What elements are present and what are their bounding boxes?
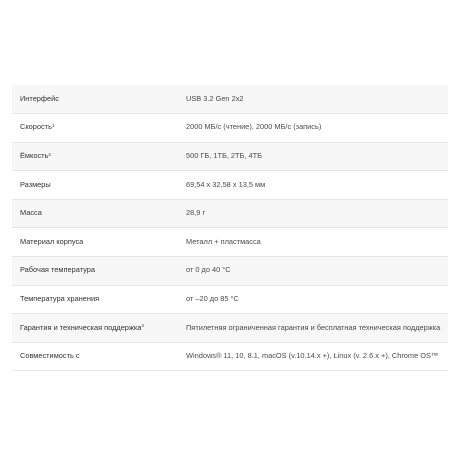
spec-label: Ёмкость$^2$ (20, 151, 51, 161)
spec-value: 69,54 x 32,58 x 13,5 мм (186, 179, 266, 189)
spec-value: Windows® 11, 10, 8.1, macOS (v.10.14.x +), Linux (v. 2.6.x +), Chrome OS™ (186, 351, 439, 361)
spec-value: от –20 до 85 °C (186, 294, 239, 304)
spec-row-compatibility (12, 342, 448, 371)
spec-label: Рабочая температура (20, 265, 95, 275)
spec-row-weight (12, 199, 448, 228)
spec-value: 500 ГБ, 1ТБ, 2ТБ, 4ТБ (186, 151, 262, 161)
spec-row-dimensions (12, 171, 448, 200)
spec-value: Пятилетняя ограниченная гарантия и бесплатная техническая поддержка (186, 322, 441, 332)
footnote-marker: 4 (141, 323, 144, 329)
spec-row-speed (12, 114, 448, 143)
spec-row-interface (12, 85, 448, 114)
footnote-marker: 1 (51, 122, 55, 128)
spec-label: Масса (20, 208, 42, 218)
specifications-table (12, 85, 448, 371)
spec-value: от 0 до 40 °C (186, 265, 231, 275)
spec-label: Интерфейс (20, 93, 59, 103)
spec-label: Совместимость с (20, 351, 80, 361)
spec-label: Температура хранения (20, 294, 100, 304)
spec-value: 2000 МБ/с (чтение), 2000 МБ/с (запись) (186, 122, 322, 132)
spec-label: Скорость$^1$ (20, 122, 55, 132)
spec-row-storage-temperature (12, 285, 448, 314)
spec-row-housing-material (12, 228, 448, 257)
spec-row-operating-temperature (12, 257, 448, 286)
spec-label: Размеры (20, 179, 51, 189)
spec-label: Материал корпуса (20, 236, 84, 246)
spec-row-warranty (12, 314, 448, 343)
spec-row-capacity (12, 142, 448, 171)
spec-label: Гарантия и техническая поддержка$^4$ (20, 322, 144, 332)
spec-value: Металл + пластмасса (186, 236, 261, 246)
footnote-marker: 2 (48, 151, 51, 157)
spec-value: USB 3.2 Gen 2x2 (186, 93, 244, 103)
spec-value: 28,9 г (186, 208, 206, 218)
